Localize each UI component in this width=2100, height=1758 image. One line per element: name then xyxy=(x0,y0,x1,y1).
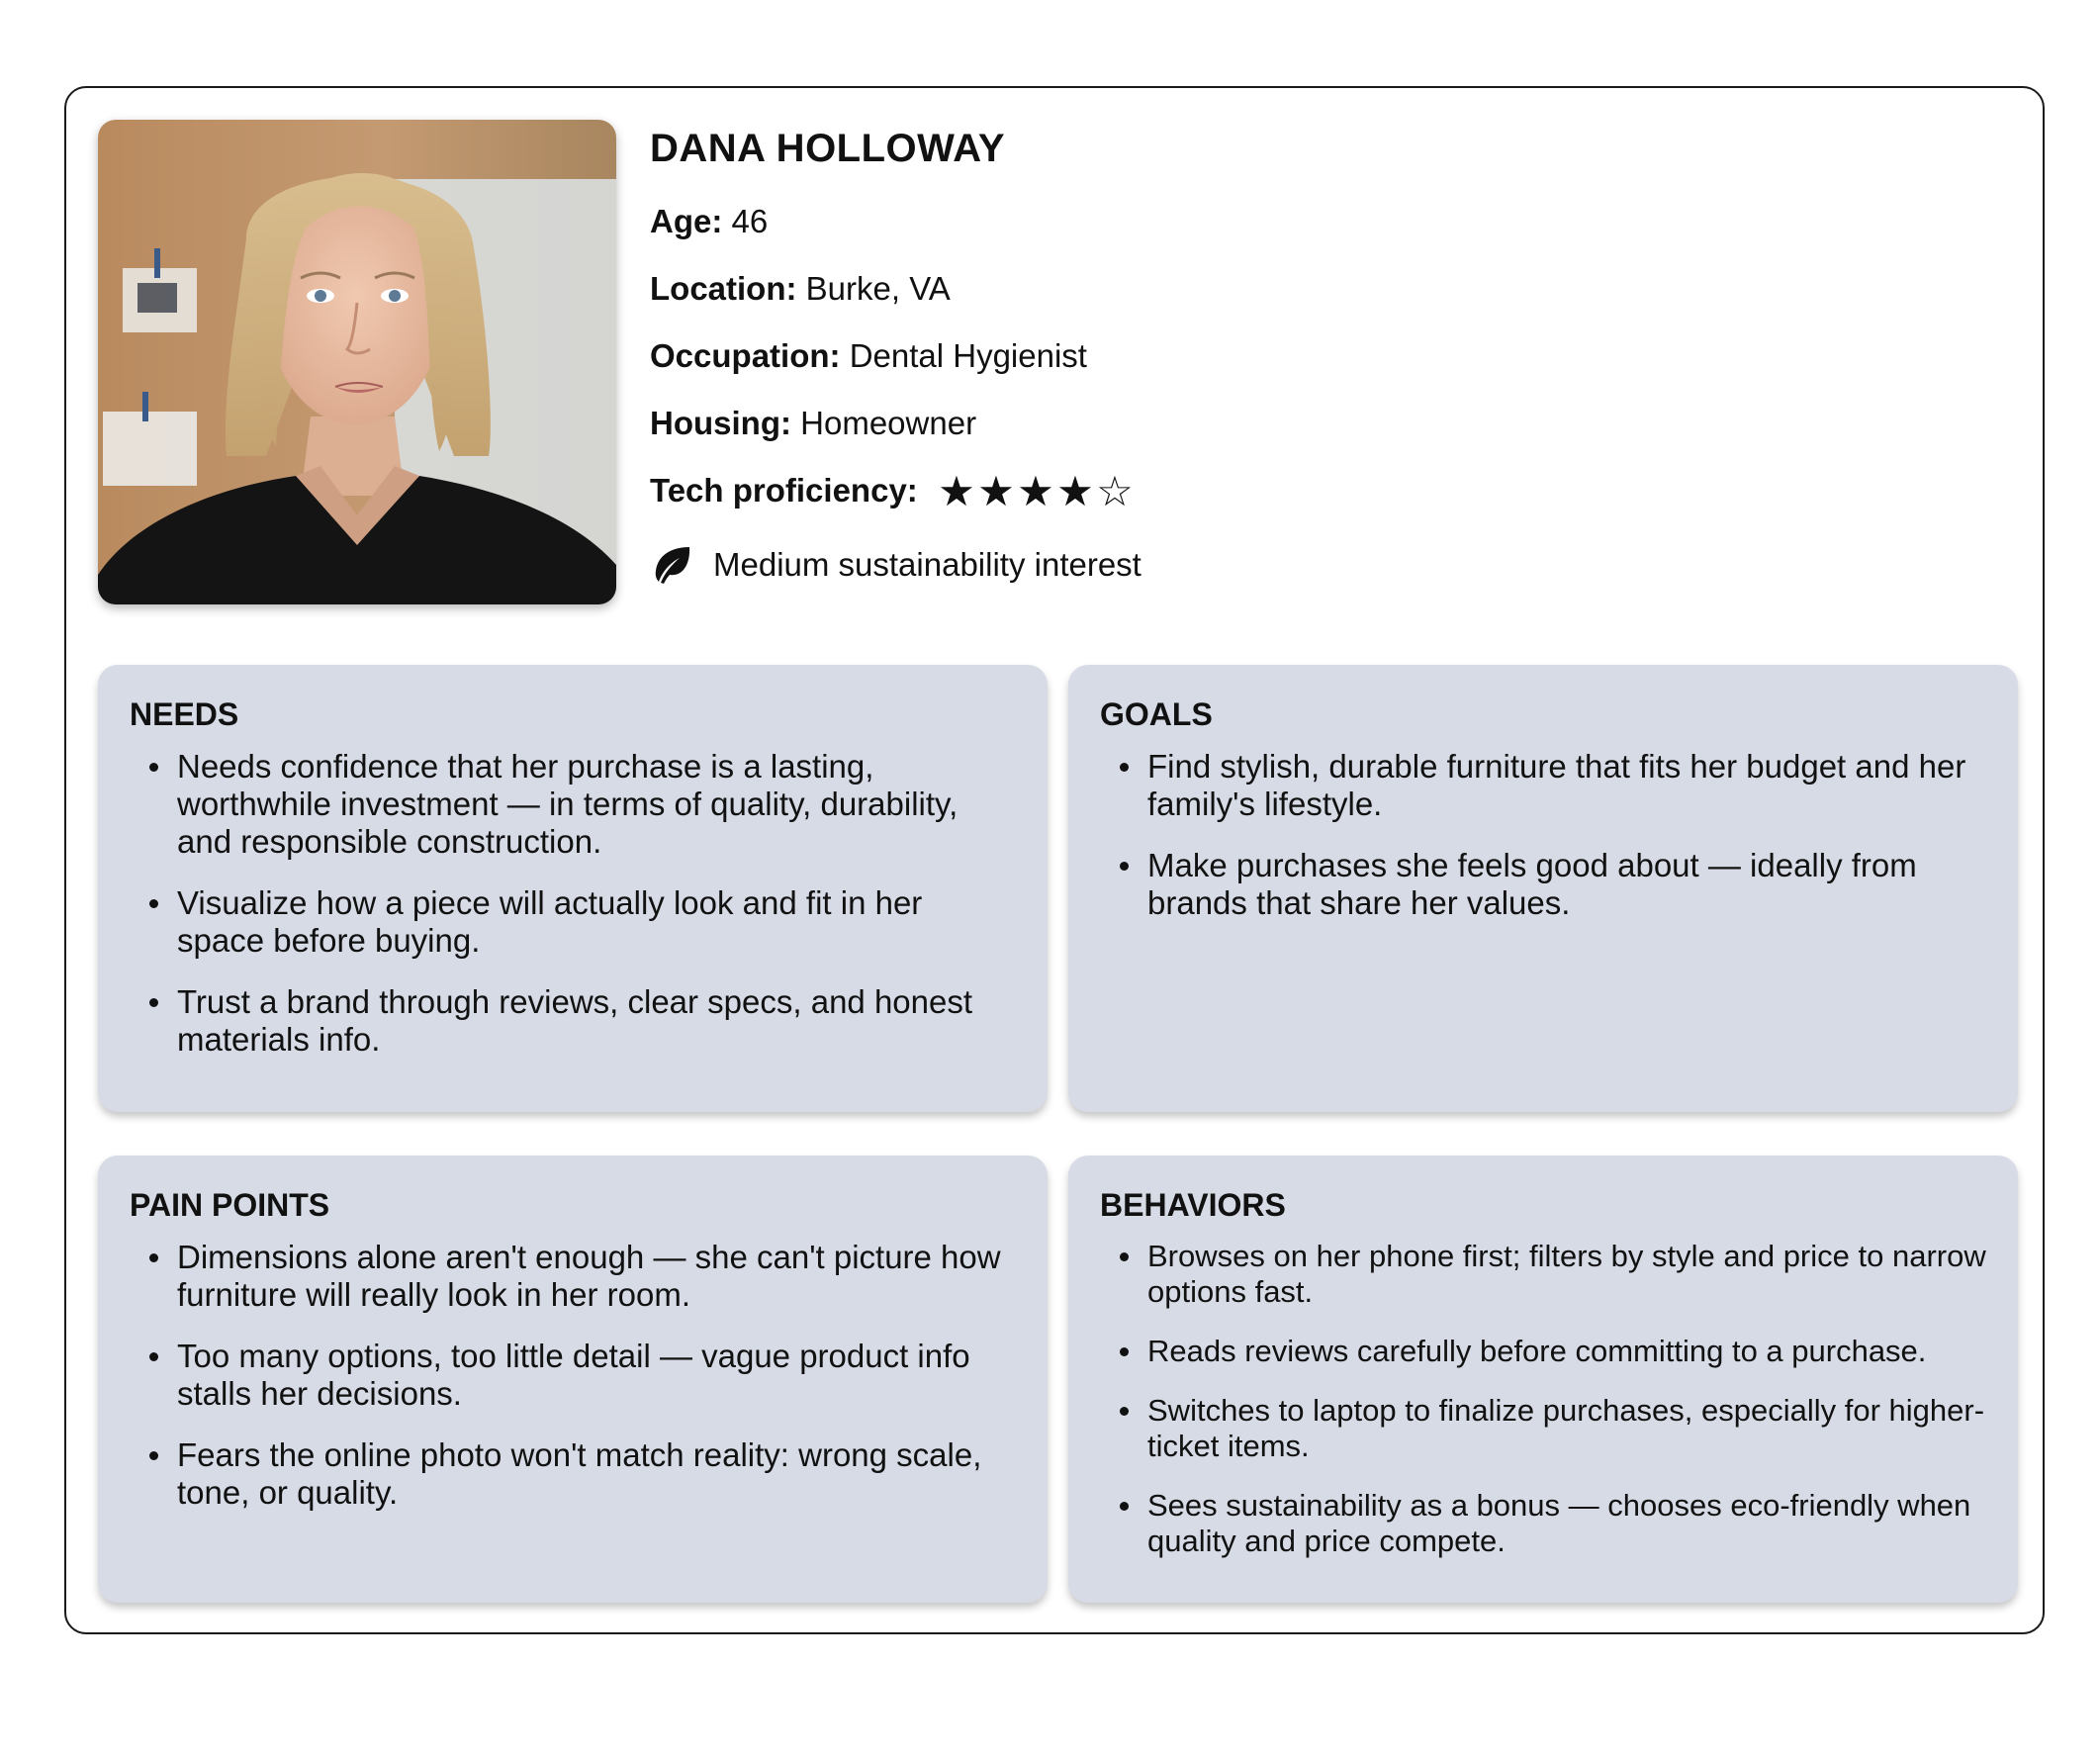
list-item: Browses on her phone first; filters by style and price to narrow options fast. xyxy=(1147,1239,1986,1309)
star-filled-icon: ★ xyxy=(1017,468,1054,514)
list-item: Too many options, too little detail — vague product info stalls her decisions. xyxy=(177,1338,1016,1413)
tech-rating-stars xyxy=(937,469,1135,514)
behaviors-panel xyxy=(1068,1156,2018,1603)
list-item: Visualize how a piece will actually look and fit in her space before buying. xyxy=(177,884,1016,960)
list-item: Make purchases she feels good about — ideally from brands that share her values. xyxy=(1147,847,1986,922)
star-filled-icon: ★ xyxy=(938,468,975,514)
tech-row xyxy=(650,468,1985,514)
star-filled-icon: ★ xyxy=(977,468,1015,514)
list-item: Trust a brand through reviews, clear specs, and honest materials info. xyxy=(177,983,1016,1059)
goals-title: GOALS xyxy=(1100,696,1213,732)
goals-list xyxy=(1100,748,1986,922)
location-row xyxy=(650,266,1985,312)
location-value: Burke, VA xyxy=(805,270,951,307)
tech-label: Tech proficiency: xyxy=(650,472,918,509)
housing-row xyxy=(650,401,1985,446)
behaviors-title: BEHAVIORS xyxy=(1100,1187,1286,1223)
age-row xyxy=(650,199,1985,244)
star-empty-icon: ☆ xyxy=(1096,468,1134,514)
housing-label: Housing: xyxy=(650,405,791,441)
list-item: Switches to laptop to finalize purchases, especially for higher-ticket items. xyxy=(1147,1393,1985,1463)
needs-panel xyxy=(98,665,1048,1112)
occupation-row xyxy=(650,333,1985,379)
list-item: Reads reviews carefully before committing to a purchase. xyxy=(1147,1334,1986,1369)
list-item: Dimensions alone aren't enough — she can't picture how furniture will really look in her room. xyxy=(177,1239,1016,1314)
behaviors-list xyxy=(1100,1239,1986,1559)
sustainability-text: Medium sustainability interest xyxy=(713,546,1141,583)
persona-info xyxy=(650,118,1985,588)
pain-points-title: PAIN POINTS xyxy=(130,1187,330,1223)
needs-title: NEEDS xyxy=(130,696,239,732)
pain-points-panel xyxy=(98,1156,1048,1603)
age-label: Age: xyxy=(650,203,723,239)
pain-points-list xyxy=(130,1239,1016,1512)
goals-panel xyxy=(1068,665,2018,1112)
occupation-value: Dental Hygienist xyxy=(849,337,1087,374)
housing-value: Homeowner xyxy=(800,405,977,441)
age-value: 46 xyxy=(731,203,769,239)
list-item: Sees sustainability as a bonus — chooses eco-friendly when quality and price compete. xyxy=(1147,1488,1986,1559)
needs-list xyxy=(130,748,1016,1059)
persona-photo xyxy=(98,120,616,604)
location-label: Location: xyxy=(650,270,797,307)
list-item: Find stylish, durable furniture that fits her budget and her family's lifestyle. xyxy=(1147,748,1986,823)
list-item: Fears the online photo won't match reality: wrong scale, tone, or quality. xyxy=(177,1436,1016,1512)
occupation-label: Occupation: xyxy=(650,337,841,374)
persona-name: DANA HOLLOWAY xyxy=(650,127,1006,170)
list-item: Needs confidence that her purchase is a lasting, worthwhile investment — in terms of quality, durability, and responsible construction. xyxy=(177,748,1016,861)
sustainability-row xyxy=(650,542,1985,588)
persona-card xyxy=(64,86,2045,1634)
leaf-icon xyxy=(650,543,693,587)
star-filled-icon: ★ xyxy=(1056,468,1094,514)
